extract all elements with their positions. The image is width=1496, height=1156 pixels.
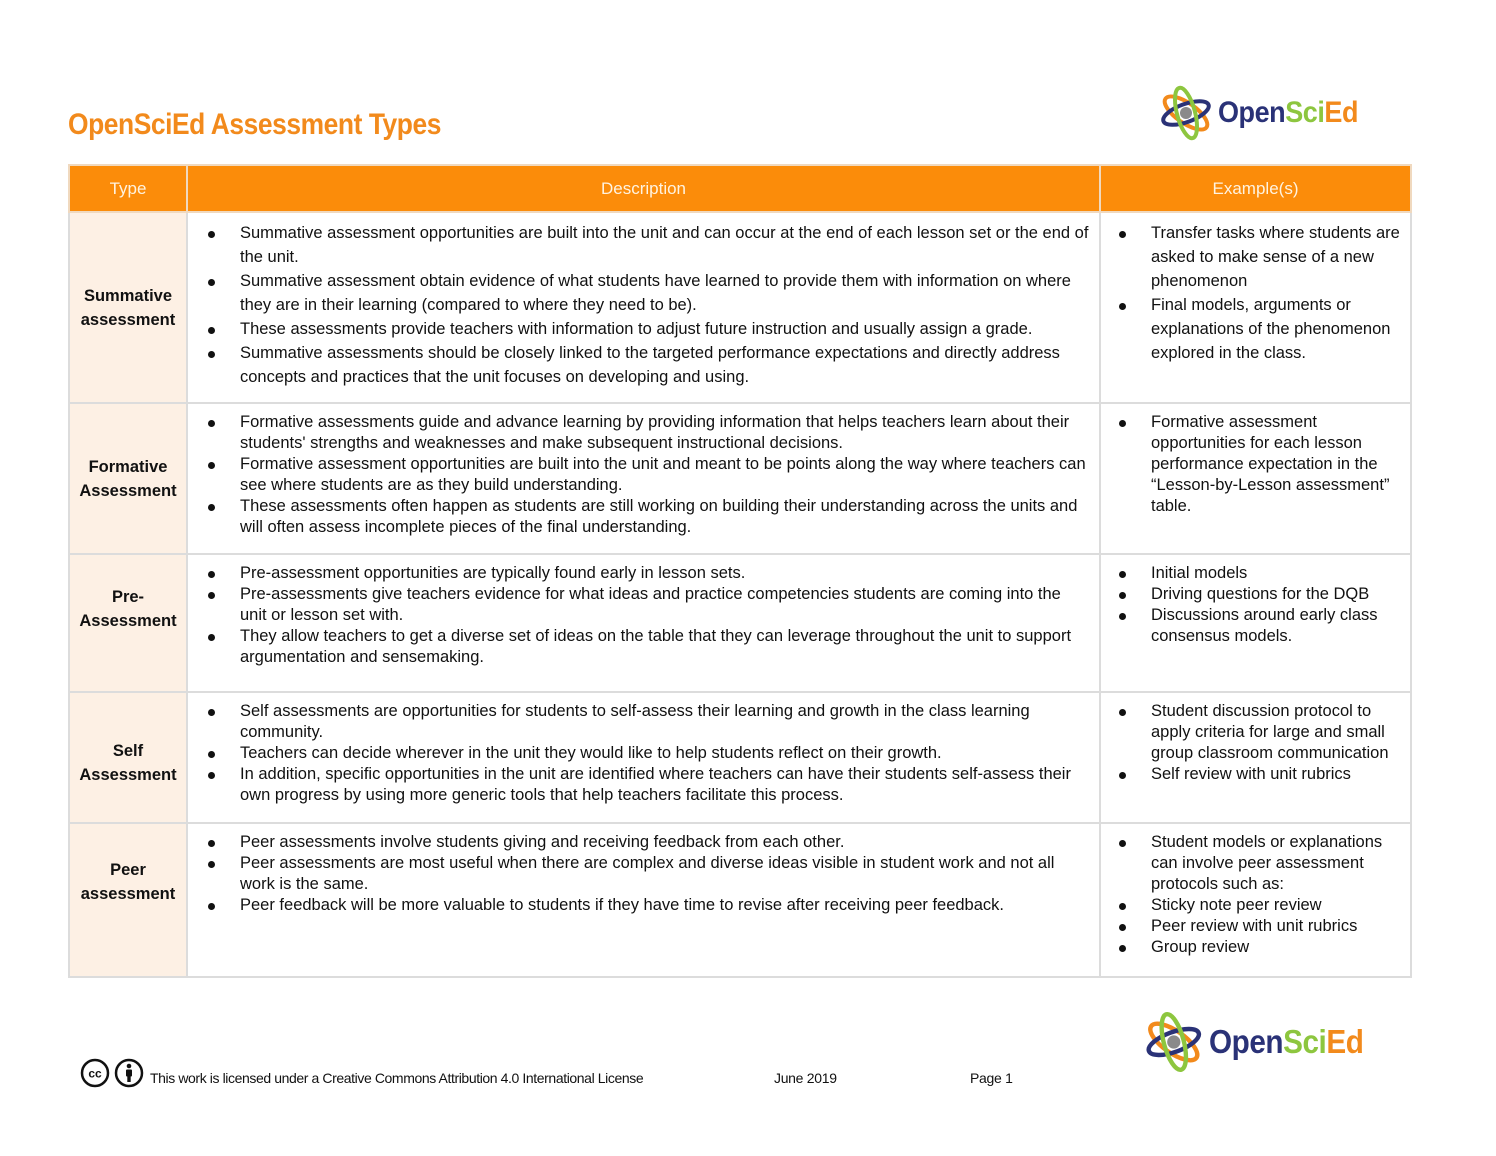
list-item: In addition, specific opportunities in the unit are identified where teachers can have their students self-assess their own progress by using more generic tools that help teachers facilitate this process. (188, 764, 1089, 806)
creative-commons-icon (80, 1058, 110, 1088)
list-item: These assessments provide teachers with information to adjust future instruction and usually assign a grade. (188, 317, 1089, 341)
type-label-line: Assessment (79, 612, 177, 630)
list-item: Pre-assessment opportunities are typically found early in lesson sets. (188, 563, 1089, 584)
logo-text-sci: Sci (1283, 1023, 1327, 1060)
examples-cell (1100, 403, 1411, 554)
page-number: Page 1 (970, 1070, 1013, 1086)
description-cell (187, 212, 1100, 403)
type-cell (69, 403, 187, 554)
description-cell (187, 403, 1100, 554)
table-row-peer-assessment (69, 823, 1411, 977)
list-item: Transfer tasks where students are asked to make sense of a new phenomenon (1101, 221, 1400, 293)
page-title: OpenSciEd Assessment Types (68, 108, 441, 141)
type-label-line: Pre- (111, 588, 145, 606)
type-label-line: Summative (83, 286, 173, 305)
examples-cell (1100, 554, 1411, 692)
list-item: Student models or explanations can involve peer assessment protocols such as: (1101, 832, 1400, 895)
list-item: Summative assessment obtain evidence of what students have learned to provide them with information on where they are in their learning (compared to where they need to be). (188, 269, 1089, 317)
list-item: They allow teachers to get a diverse set of ideas on the table that they can leverage throughout the unit to support argumentation and sensemaking. (188, 626, 1089, 668)
header-examples: Example(s) (1100, 165, 1411, 212)
list-item: Pre-assessments give teachers evidence for what ideas and practice competencies students are coming into the unit or lesson set with. (188, 584, 1089, 626)
attribution-icon (114, 1058, 144, 1088)
assessment-types-table (68, 164, 1412, 978)
list-item: Student discussion protocol to apply criteria for large and small group classroom communication (1101, 701, 1400, 764)
list-item: Sticky note peer review (1101, 895, 1400, 916)
list-item: Discussions around early class consensus models. (1101, 605, 1400, 647)
svg-text:cc: cc (88, 1066, 102, 1081)
list-item: Group review (1101, 937, 1400, 958)
list-item: Peer assessments are most useful when there are complex and diverse ideas visible in student work and not all work is the same. (188, 853, 1089, 895)
footer-date: June 2019 (774, 1070, 837, 1086)
list-item: Initial models (1101, 563, 1400, 584)
list-item: Peer review with unit rubrics (1101, 916, 1400, 937)
description-cell (187, 823, 1100, 977)
table-row-pre-assessment (69, 554, 1411, 692)
table-row-formative (69, 403, 1411, 554)
atom-logo-icon (1160, 84, 1216, 142)
examples-cell (1100, 692, 1411, 823)
type-label-line: assessment (80, 885, 176, 903)
list-item: Self assessments are opportunities for students to self-assess their learning and growth in the class learning community. (188, 701, 1089, 743)
list-item: Summative assessments should be closely linked to the targeted performance expectations and directly address concepts and practices that the unit focuses on developing and using. (188, 341, 1089, 389)
list-item: Teachers can decide wherever in the unit they would like to help students reflect on their growth. (188, 743, 1089, 764)
atom-logo-icon (1145, 1010, 1207, 1074)
type-label-line: Assessment (79, 481, 177, 500)
examples-cell (1100, 212, 1411, 403)
header-description: Description (187, 165, 1100, 212)
list-item: Self review with unit rubrics (1101, 764, 1400, 785)
list-item: These assessments often happen as students are still working on building their understanding across the units and will often assess incomplete pieces of the final understanding. (188, 496, 1089, 538)
logo-text-sci: Sci (1285, 96, 1325, 129)
type-label-line: Assessment (79, 765, 177, 784)
header-type: Type (69, 165, 187, 212)
description-cell (187, 692, 1100, 823)
examples-cell (1100, 823, 1411, 977)
license-text: This work is licensed under a Creative Commons Attribution 4.0 International License (150, 1070, 644, 1086)
opensciED-logo-top (1160, 84, 1374, 142)
type-label-line: Self (112, 741, 144, 760)
list-item: Peer assessments involve students giving and receiving feedback from each other. (188, 832, 1089, 853)
list-item: Summative assessment opportunities are built into the unit and can occur at the end of each lesson set or the end of the unit. (188, 221, 1089, 269)
type-label-line: Peer (110, 861, 146, 879)
logo-text-ed: Ed (1324, 96, 1358, 129)
type-label-line: assessment (80, 310, 176, 329)
list-item: Formative assessments guide and advance learning by providing information that helps teachers learn about their students' strengths and weaknesses and make subsequent instructional decisions. (188, 412, 1089, 454)
footer (80, 1058, 1013, 1088)
logo-text-open: Open (1209, 1023, 1284, 1060)
logo-text-ed: Ed (1326, 1023, 1364, 1060)
type-cell (69, 554, 187, 692)
list-item: Peer feedback will be more valuable to students if they have time to revise after receiving peer feedback. (188, 895, 1089, 916)
table-row-summative (69, 212, 1411, 403)
description-cell (187, 554, 1100, 692)
list-item: Driving questions for the DQB (1101, 584, 1400, 605)
table-header-row (69, 165, 1411, 212)
type-cell (69, 823, 187, 977)
list-item: Final models, arguments or explanations of the phenomenon explored in the class. (1101, 293, 1400, 365)
list-item: Formative assessment opportunities are built into the unit and meant to be points along the way where teachers can see where students are as they build understanding. (188, 454, 1089, 496)
list-item: Formative assessment opportunities for each lesson performance expectation in the “Lesson-by-Lesson assessment” table. (1101, 412, 1400, 517)
type-cell (69, 212, 187, 403)
type-label-line: Formative (88, 457, 168, 476)
logo-text-open: Open (1218, 96, 1286, 129)
table-row-self-assessment (69, 692, 1411, 823)
opensciED-logo-bottom (1145, 1010, 1381, 1074)
type-cell (69, 692, 187, 823)
